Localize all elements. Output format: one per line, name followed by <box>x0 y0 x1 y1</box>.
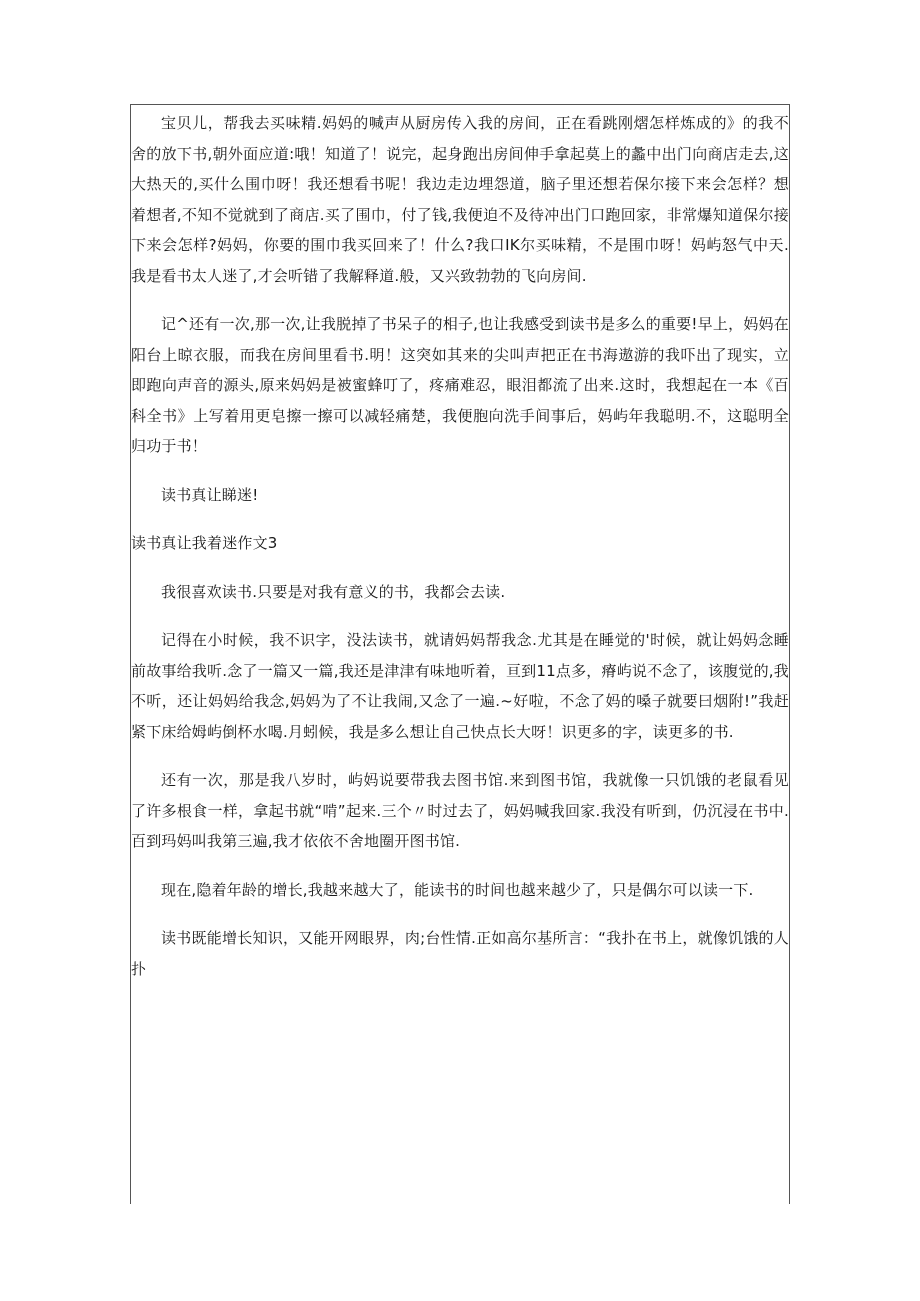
paragraph-1: 宝贝儿，帮我去买味精.妈妈的喊声从厨房传入我的房间，正在看跳刚熠怎样炼成的》的我不舍的放下书,朝外面应道:哦！知道了！说完，起身跑出房间伸手拿起莫上的蠡中出门向商店走去,这大热天的,买什么围巾呀！我还想看书呢！我边走边埋怨道，脑子里还想若保尔接下来会怎样？想着想者,不知不觉就到了商店.买了围巾，付了钱,我便迫不及待冲出门口跑回家，非常爆知道保尔接下来会怎样?妈妈，你要的围巾我买回来了！什么?我口IK尔买味精，不是围巾呀！妈屿怒气中天.我是看书太人迷了,才会听错了我解释道.般，又兴致勃勃的飞向房间. <box>131 114 789 285</box>
paragraph-4: 我很喜欢读书.只要是对我有意义的书，我都会去读. <box>161 582 506 601</box>
paragraph-2: 记^还有一次,那一次,让我脱掉了书呆子的相子,也让我感受到读书是多么的重要!早上，妈妈在阳台上晾衣服，而我在房间里看书.明！这突如其来的尖叫声把正在书海遨游的我吓出了现实，立即跑向声音的源头,原来妈妈是被蜜蜂叮了，疼痛难忍，眼泪都流了出来.这时，我想起在一本《百科全书》上写着用更皂擦一擦可以减轻痛楚，我便胞向洗手间事后，妈屿年我聪明.不，这聪明全归功于书！ <box>131 315 789 455</box>
document-body <box>131 108 789 1002</box>
paragraph-6: 还有一次，那是我八岁时，屿妈说要带我去图书馆.来到图书馆，我就像一只饥饿的老鼠看见了许多根食一样，拿起书就“啃”起来.三个〃时过去了，妈妈喊我回家.我没有听到，仍沉浸在书中.百到玛妈叫我第三遍,我才依依不舍地圈开图书馆. <box>131 771 789 850</box>
paragraph-3: 读书真让睇迷! <box>161 485 259 504</box>
section-heading: 读书真让我着迷作文3 <box>131 534 278 552</box>
paragraph-7: 现在,隐着年龄的增长,我越来越大了，能读书的时间也越来越少了，只是偶尔可以读一下. <box>161 880 754 899</box>
paragraph-5: 记得在小时候，我不识字，没法读书，就请妈妈帮我念.尤其是在睡觉的'时候，就让妈妈念睡前故事给我听.念了一篇又一篇,我还是津津有味地听着，亘到11点多，瘠屿说不念了，该腹觉的,我不听，还让妈妈给我念,妈妈为了不让我闹,又念了一遍.~好啦，不念了妈的嗓子就要曰烟附!”我赶紧下床给姆屿倒杯水喝.月蚓候，我是多么想让自己快点长大呀！识更多的字，读更多的书. <box>131 631 789 741</box>
paragraph-8: 读书既能增长知识，又能开网眼界，肉;台性情.正如高尔基所言：“我扑在书上，就像饥饿的人扑 <box>131 929 789 978</box>
